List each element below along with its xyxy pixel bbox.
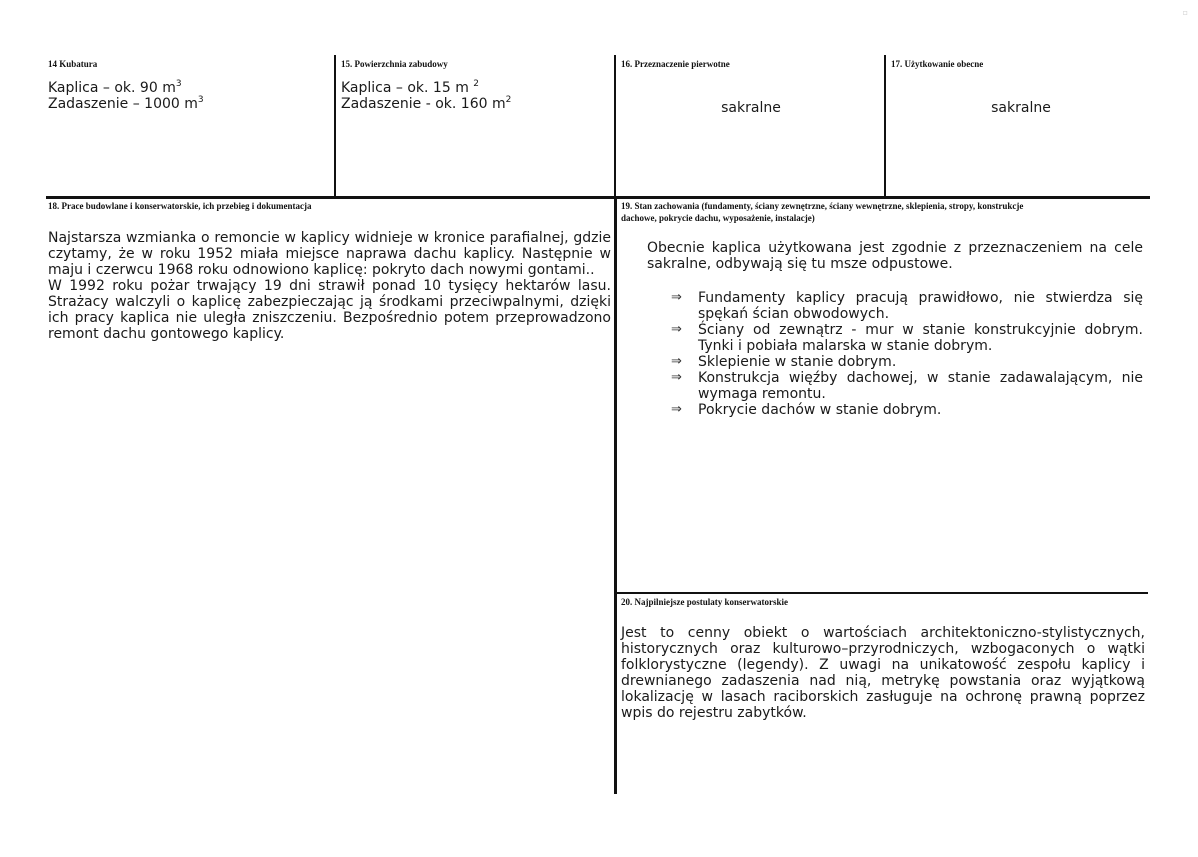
arrow-icon: ⇒ xyxy=(671,322,682,337)
arrow-icon: ⇒ xyxy=(671,370,682,385)
cell-15-label: 15. Powierzchnia zabudowy xyxy=(341,59,448,69)
cell-14-values xyxy=(48,80,330,112)
list-item: ⇒ Konstrukcja więźby dachowej, w stanie zadawalającym, nie wymaga remontu. xyxy=(671,370,1143,402)
cell-14-label: 14 Kubatura xyxy=(48,59,98,69)
cell-15-values xyxy=(341,80,611,112)
cell-18-label: 18. Prace budowlane i konserwatorskie, ich przebieg i dokumentacja xyxy=(48,201,312,211)
rule-horizontal-section-20 xyxy=(614,592,1148,594)
cell-15-line-1: Kaplica – ok. 15 m $^2$ xyxy=(341,79,480,96)
cell-18-paragraph-2: W 1992 roku pożar trwający 19 dni strawił ponad 10 tysięcy hektarów lasu. Strażacy walczyli o kaplicę zabezpieczając ją środkami przeciwpalnymi, dzięki ich pracy kaplica nie uległa zniszczeniu. Bezpośrednio potem przeprowadzono remont dachu gontowego kaplicy. xyxy=(48,278,611,342)
cell-18-paragraph-1: Najstarsza wzmianka o remoncie w kaplicy widnieje w kronice parafialnej, gdzie czytamy, że w roku 1952 miała miejsce naprawa dachu kaplicy. Następnie w maju i czerwcu 1968 roku odnowiono kaplicę: pokryto dach nowymi gontami.. xyxy=(48,230,611,278)
cell-19-label xyxy=(621,200,1149,224)
cell-18-text xyxy=(48,230,611,342)
cell-20-label: 20. Najpilniejsze postulaty konserwatorskie xyxy=(621,597,788,607)
arrow-icon: ⇒ xyxy=(671,290,682,305)
cell-19-list xyxy=(671,290,1143,418)
list-item: ⇒ Ściany od zewnątrz - mur w stanie konstrukcyjnie dobrym. Tynki i pobiała malarska w stanie dobrym. xyxy=(671,322,1143,354)
cell-19-label-line-2: dachowe, pokrycie dachu, wyposażenie, instalacje) xyxy=(621,213,815,223)
cell-20-postulaty-konserwatorskie xyxy=(621,596,1145,786)
cell-19-intro: Obecnie kaplica użytkowana jest zgodnie z przeznaczeniem na cele sakralne, odbywają się tu msze odpustowe. xyxy=(647,240,1143,272)
cell-14-kubatura xyxy=(48,58,330,194)
cell-15-powierzchnia-zabudowy xyxy=(341,58,611,194)
cell-19-stan-zachowania xyxy=(621,200,1149,588)
cell-14-line-1: Kaplica – ok. 90 $m^3$ xyxy=(48,79,182,96)
cell-16-przeznaczenie-pierwotne xyxy=(621,58,881,194)
scan-mark: ▫ xyxy=(1182,8,1188,17)
list-item: ⇒ Fundamenty kaplicy pracują prawidłowo, nie stwierdza się spękań ścian obwodowych. xyxy=(671,290,1143,322)
cell-17-uzytkowanie-obecne xyxy=(891,58,1151,194)
cell-18-prace-budowlane xyxy=(48,200,611,580)
rule-vertical-center xyxy=(614,196,617,794)
arrow-icon: ⇒ xyxy=(671,354,682,369)
cell-17-value: sakralne xyxy=(991,100,1051,116)
rule-top-divider-2 xyxy=(614,55,616,197)
rule-top-divider-1 xyxy=(334,55,336,197)
cell-16-label: 16. Przeznaczenie pierwotne xyxy=(621,59,730,69)
cell-16-value: sakralne xyxy=(721,100,781,116)
cell-20-text: Jest to cenny obiekt o wartościach architektoniczno-stylistycznych, historycznych oraz kulturowo–przyrodniczych, wzbogaconych o wątki folklorystyczne (legendy). Z uwagi na unikatowość zespołu kaplicy i drewnianego zadaszenia nad nią, metrykę powstania oraz wyjątkową lokalizację w lasach raciborskich zasługuje na ochronę prawną poprzez wpis do rejestru zabytków. xyxy=(621,625,1145,721)
rule-top-divider-3 xyxy=(884,55,886,197)
cell-14-line-2: Zadaszenie – 1000 $m^3$ xyxy=(48,95,204,112)
cell-17-label: 17. Użytkowanie obecne xyxy=(891,59,984,69)
list-item: ⇒ Pokrycie dachów w stanie dobrym. xyxy=(671,402,942,418)
arrow-icon: ⇒ xyxy=(671,402,682,417)
list-item: ⇒ Sklepienie w stanie dobrym. xyxy=(671,354,897,370)
cell-15-line-2: Zadaszenie - ok. 160 $m^2$ xyxy=(341,95,512,112)
cell-19-label-line-1: 19. Stan zachowania (fundamenty, ściany zewnętrzne, ściany wewnętrzne, sklepienia, stropy, konstrukcje xyxy=(621,201,1024,211)
rule-horizontal-main xyxy=(46,196,1150,199)
